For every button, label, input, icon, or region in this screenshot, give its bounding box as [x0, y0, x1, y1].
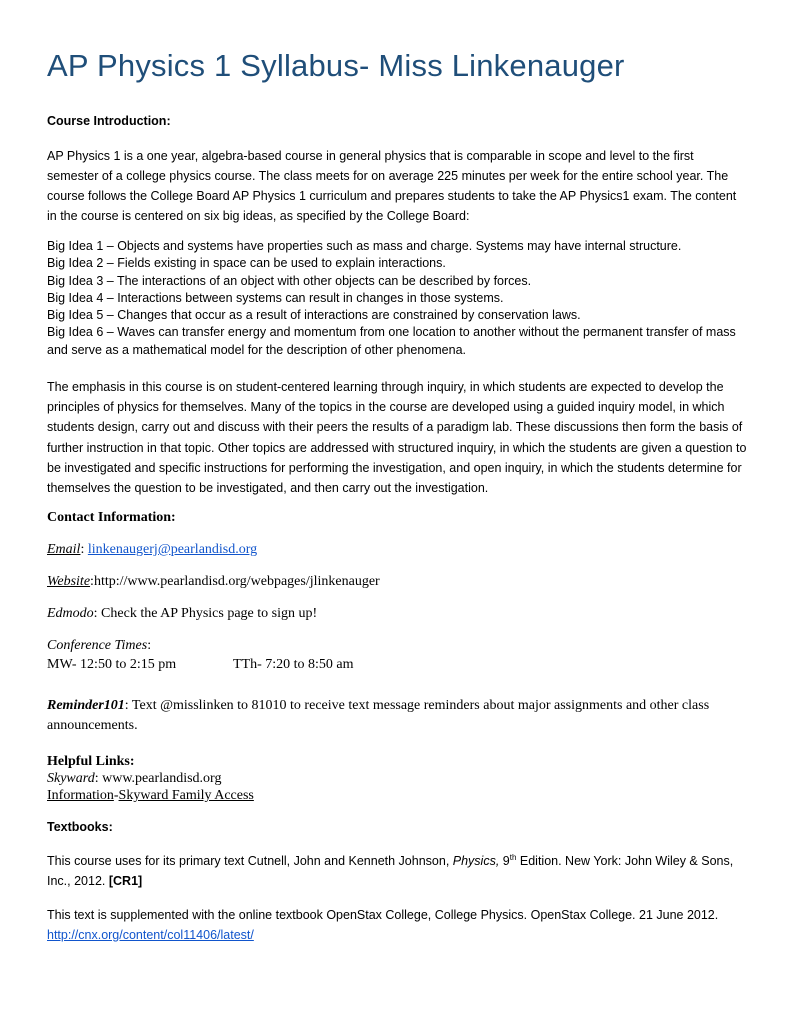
skyward-label: Skyward	[47, 771, 95, 786]
information-separator: -	[113, 788, 119, 803]
conference-label: Conference Times	[47, 638, 148, 653]
big-ideas-list	[47, 238, 747, 359]
website-separator: :	[90, 574, 94, 589]
edmodo-label: Edmodo	[47, 606, 94, 621]
emphasis-paragraph: The emphasis in this course is on student-centered learning through inquiry, in which students are expected to develop the principles of physics for themselves. Many of the topics in the course are developed using a guided inquiry model, in which students design, carry out and discuss with their peers the results of a paradigm lab. These discussions then form the basis of further instruction in that topic. Other topics are addressed with structured inquiry, in which the students are given a question to be investigated and specific instructions for performing the investigation, and open inquiry, in which the students determine for themselves the question to be investigated, and then carry out the investigation.	[47, 380, 747, 496]
big-idea-item: Big Idea 3 – The interactions of an object with other objects can be described by forces.	[47, 273, 532, 288]
conference-times-line	[47, 638, 747, 654]
reminder-text: : Text @misslinken to 81010 to receive text message reminders about major assignments and other class announcements.	[47, 698, 710, 733]
helpful-links	[47, 753, 747, 804]
skyward-line	[47, 770, 747, 787]
course-intro-paragraph: AP Physics 1 is a one year, algebra-based course in general physics that is comparable in scope and level to the first semester of a college physics course. The class meets for on average 225 minutes per week for the entire school year. The course follows the College Board AP Physics 1 curriculum and prepares students to take the AP Physics1 exam. The content in the course is centered on six big ideas, as specified by the College Board:	[47, 149, 737, 223]
website-line	[47, 574, 747, 590]
big-idea-item: Big Idea 6 – Waves can transfer energy and momentum from one location to another without the permanent transfer of mass and serve as a mathematical model for the description of other phenomena.	[47, 325, 736, 357]
book-title: Physics,	[452, 854, 500, 868]
supplement-text: This text is supplemented with the online textbook OpenStax College, College Physics. OpenStax College. 21 June 2012.	[47, 908, 719, 922]
conference-mw: MW- 12:50 to 2:15 pm	[47, 657, 177, 672]
curriculum-requirement-tag: [CR1]	[108, 874, 143, 888]
edition-number: 9	[499, 854, 510, 868]
conference-separator: :	[147, 638, 152, 653]
email-line	[47, 542, 747, 558]
edition-suffix: th	[509, 852, 517, 862]
big-idea-item: Big Idea 4 – Interactions between systems can result in changes in those systems.	[47, 290, 504, 305]
skyward-family-access-link[interactable]: Skyward Family Access	[118, 788, 254, 803]
course-intro-heading: Course Introduction:	[47, 114, 171, 128]
big-idea-item: Big Idea 5 – Changes that occur as a result of interactions are constrained by conservation laws.	[47, 308, 581, 323]
conference-times-values	[47, 657, 747, 673]
conference-tth: TTh- 7:20 to 8:50 am	[233, 657, 354, 672]
website-url: http://www.pearlandisd.org/webpages/jlinkenauger	[93, 574, 380, 589]
email-link[interactable]: linkenaugerj@pearlandisd.org	[87, 542, 258, 557]
primary-text-paragraph	[47, 851, 747, 891]
information-line	[47, 787, 747, 804]
email-separator: :	[80, 542, 88, 557]
supplement-paragraph	[47, 905, 747, 945]
page-title: AP Physics 1 Syllabus- Miss Linkenauger	[47, 48, 625, 83]
textbooks-heading: Textbooks:	[47, 820, 113, 834]
big-idea-item: Big Idea 2 – Fields existing in space can be used to explain interactions.	[47, 256, 446, 271]
reminder-paragraph	[47, 696, 747, 736]
big-idea-item: Big Idea 1 – Objects and systems have properties such as mass and charge. Systems may have internal structure.	[47, 239, 682, 253]
information-label[interactable]: Information	[47, 788, 114, 803]
edmodo-line	[47, 606, 747, 622]
website-label: Website	[47, 574, 91, 589]
edmodo-text: : Check the AP Physics page to sign up!	[93, 606, 318, 621]
helpful-links-heading: Helpful Links:	[47, 754, 135, 769]
contact-heading: Contact Information:	[47, 510, 176, 525]
openstax-link[interactable]: http://cnx.org/content/col11406/latest/	[47, 928, 254, 942]
reminder-label: Reminder101	[47, 698, 125, 713]
primary-text-publisher: Edition. New York: John Wiley & Sons, Inc., 2012.	[47, 854, 734, 888]
primary-text-intro: This course uses for its primary text Cutnell, John and Kenneth Johnson,	[47, 854, 453, 868]
email-label: Email	[47, 542, 81, 557]
skyward-text: : www.pearlandisd.org	[94, 771, 222, 786]
